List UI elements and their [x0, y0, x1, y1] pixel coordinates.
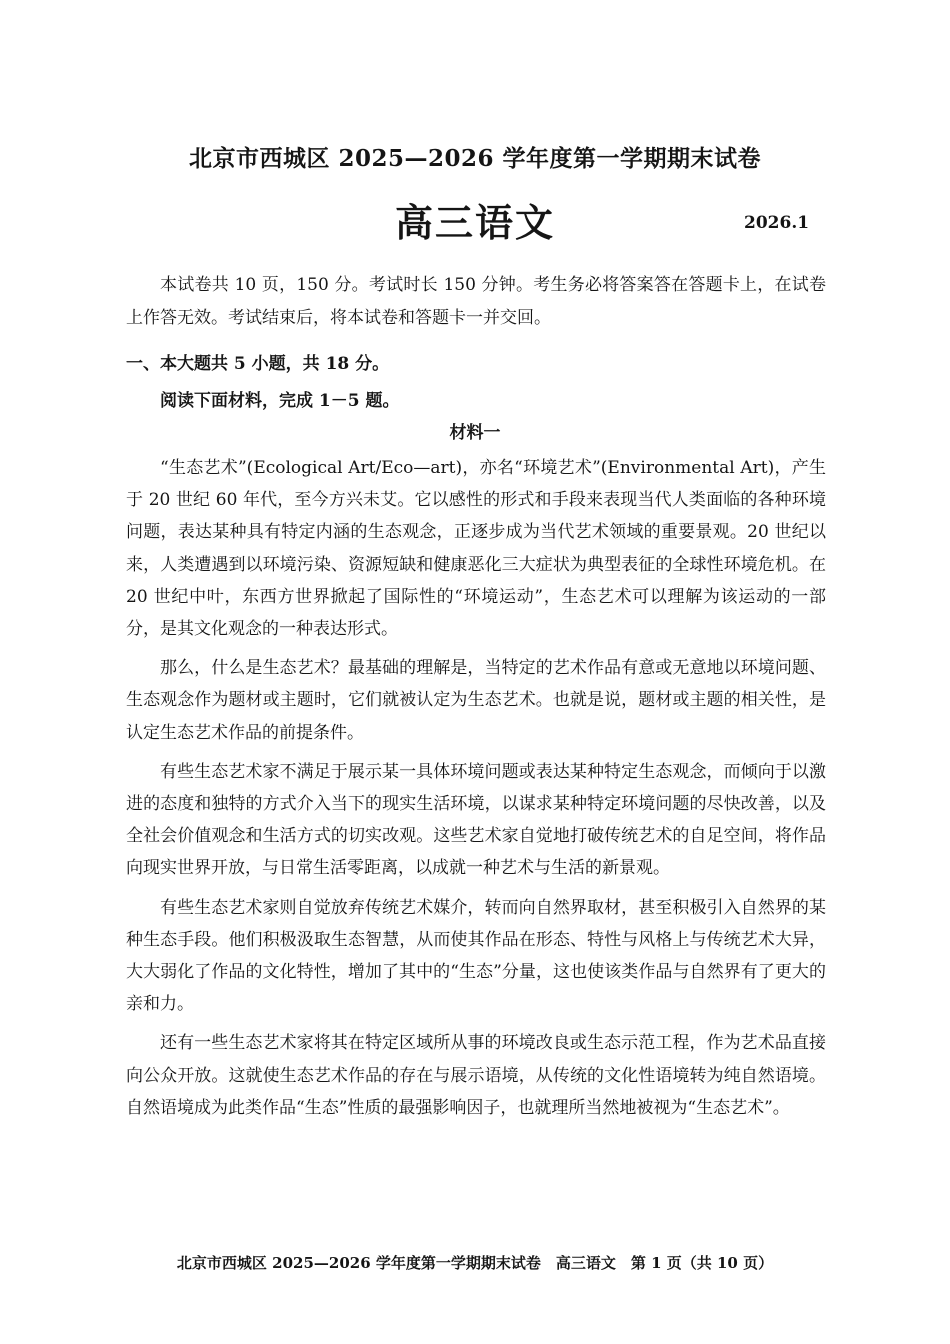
section-heading: 一、本大题共 5 小题，共 18 分。: [126, 354, 390, 374]
reading-instruction: 阅读下面材料，完成 1－5 题。: [160, 391, 400, 411]
paragraph: “生态艺术”(Ecological Art/Eco—art)，亦名“环境艺术”(Environmental Art)，产生于 20 世纪 60 年代，至今方兴未艾。它以感性的形式和手段来表现当代人类面临的各种环境问题，表达某种具有特定内涵的生态观念，正逐步成为当代艺术领域的重要景观。20 世纪以来，人类遭遇到以环境污染、资源短缺和健康恶化三大症状为典型表征的全球性环境危机。在 20 世纪中叶，东西方世界掀起了国际性的“环境运动”，生态艺术可以理解为该运动的一部分，是其文化观念的一种表达形式。: [126, 458, 826, 640]
paragraph: 有些生态艺术家则自觉放弃传统艺术媒介，转而向自然界取材，甚至积极引入自然界的某种生态手段。他们积极汲取生态智慧，从而使其作品在形态、特性与风格上与传统艺术大异，大大弱化了作品的文化特性，增加了其中的“生态”分量，这也使该类作品与自然界有了更大的亲和力。: [126, 897, 826, 1015]
exam-instructions: 本试卷共 10 页，150 分。考试时长 150 分钟。考生务必将答案答在答题卡上，在试卷上作答无效。考试结束后，将本试卷和答题卡一并交回。: [126, 275, 826, 328]
exam-title: 北京市西城区 2025—2026 学年度第一学期期末试卷: [188, 145, 762, 172]
material-body: [126, 452, 826, 1131]
page-footer: 北京市西城区 2025—2026 学年度第一学期期末试卷 高三语文 第 1 页（共 10 页）: [176, 1254, 774, 1272]
paragraph: 有些生态艺术家不满足于展示某一具体环境问题或表达某种特定生态观念，而倾向于以激进的态度和独特的方式介入当下的现实生活环境，以谋求某种特定环境问题的尽快改善，以及全社会价值观念和生活方式的切实改观。这些艺术家自觉地打破传统艺术的自足空间，将作品向现实世界开放，与日常生活零距离，以成就一种艺术与生活的新景观。: [126, 761, 826, 879]
paragraph: 还有一些生态艺术家将其在特定区域所从事的环境改良或生态示范工程，作为艺术品直接向公众开放。这就使生态艺术作品的存在与展示语境，从传统的文化性语境转为纯自然语境。自然语境成为此类作品“生态”性质的最强影响因子，也就理所当然地被视为“生态艺术”。: [126, 1033, 826, 1118]
subject-title: 高三语文: [394, 200, 555, 245]
material-title: 材料一: [449, 423, 501, 443]
exam-date: 2026.1: [744, 213, 810, 233]
paragraph: 那么，什么是生态艺术？最基础的理解是，当特定的艺术作品有意或无意地以环境问题、生态观念作为题材或主题时，它们就被认定为生态艺术。也就是说，题材或主题的相关性，是认定生态艺术作品的前提条件。: [126, 658, 826, 743]
